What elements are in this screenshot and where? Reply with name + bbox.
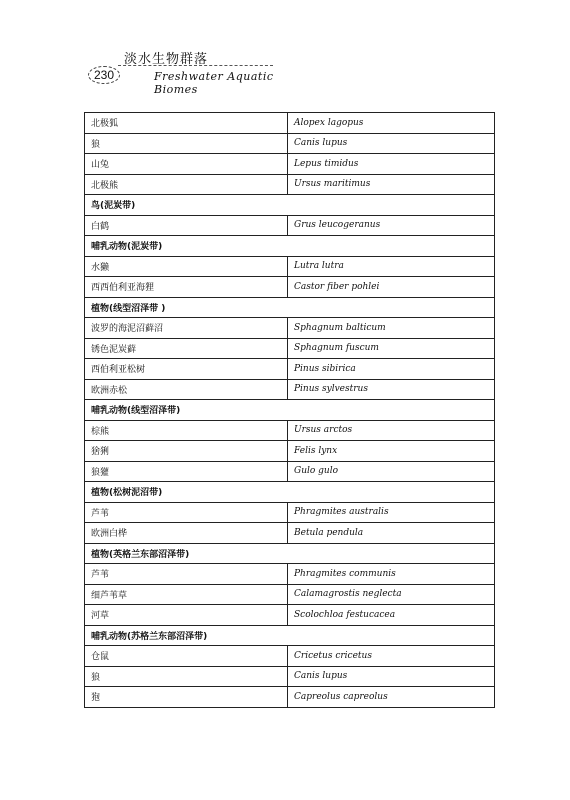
common-name-cell: 北极熊 (85, 174, 288, 195)
chapter-title-english: Freshwater Aquatic Biomes (154, 70, 274, 96)
scientific-name-cell: Ursus arctos (288, 420, 495, 441)
common-name-cell: 狼獾 (85, 461, 288, 482)
scientific-name-cell: Canis lupus (288, 133, 495, 154)
common-name-cell: 猞猁 (85, 441, 288, 462)
section-header-row (85, 543, 495, 564)
common-name-cell: 白鹤 (85, 215, 288, 236)
common-name-cell: 锈色泥炭藓 (85, 338, 288, 359)
common-name-cell: 狍 (85, 687, 288, 708)
common-name-cell: 欧洲白桦 (85, 523, 288, 544)
scientific-name-cell: Pinus sibirica (288, 359, 495, 380)
table-row (85, 461, 495, 482)
table-row (85, 174, 495, 195)
common-name-cell: 欧洲赤松 (85, 379, 288, 400)
scientific-name-cell: Canis lupus (288, 666, 495, 687)
section-heading: 鸟(泥炭带) (85, 195, 495, 216)
table-row (85, 318, 495, 339)
common-name-cell: 棕熊 (85, 420, 288, 441)
table-row (85, 564, 495, 585)
page-header (80, 48, 310, 96)
table-row (85, 441, 495, 462)
section-heading: 哺乳动物(泥炭带) (85, 236, 495, 257)
table-row (85, 359, 495, 380)
common-name-cell: 波罗的海泥沼藓沼 (85, 318, 288, 339)
common-name-cell: 狼 (85, 133, 288, 154)
table-row (85, 133, 495, 154)
scientific-name-cell: Cricetus cricetus (288, 646, 495, 667)
scientific-name-cell: Grus leucogeranus (288, 215, 495, 236)
scientific-name-cell: Lutra lutra (288, 256, 495, 277)
section-heading: 哺乳动物(苏格兰东部沼泽带) (85, 625, 495, 646)
chapter-title-chinese: 淡水生物群落 (124, 52, 209, 67)
scientific-name-cell: Capreolus capreolus (288, 687, 495, 708)
scientific-name-cell: Pinus sylvestrus (288, 379, 495, 400)
scientific-name-cell: Alopex lagopus (288, 113, 495, 134)
section-heading: 植物(线型沼泽带 ) (85, 297, 495, 318)
section-heading: 哺乳动物(线型沼泽带) (85, 400, 495, 421)
section-header-row (85, 297, 495, 318)
table-row (85, 666, 495, 687)
table-row (85, 379, 495, 400)
section-header-row (85, 625, 495, 646)
section-heading: 植物(英格兰东部沼泽带) (85, 543, 495, 564)
scientific-name-cell: Phragmites communis (288, 564, 495, 585)
common-name-cell: 西西伯利亚海狸 (85, 277, 288, 298)
common-name-cell: 芦苇 (85, 564, 288, 585)
table-row (85, 277, 495, 298)
common-name-cell: 仓鼠 (85, 646, 288, 667)
table-row (85, 502, 495, 523)
scientific-name-cell: Scolochloa festucacea (288, 605, 495, 626)
scientific-name-cell: Gulo gulo (288, 461, 495, 482)
scientific-name-cell: Felis lynx (288, 441, 495, 462)
section-header-row (85, 236, 495, 257)
scientific-name-cell: Sphagnum balticum (288, 318, 495, 339)
table-row (85, 154, 495, 175)
common-name-cell: 水獭 (85, 256, 288, 277)
common-name-cell: 细芦苇草 (85, 584, 288, 605)
table-row (85, 256, 495, 277)
table-row (85, 420, 495, 441)
table-row (85, 113, 495, 134)
species-table (84, 112, 495, 708)
common-name-cell: 芦苇 (85, 502, 288, 523)
species-table-body (85, 113, 495, 708)
common-name-cell: 狼 (85, 666, 288, 687)
table-row (85, 523, 495, 544)
table-row (85, 215, 495, 236)
table-row (85, 584, 495, 605)
page-number: 230 (88, 66, 120, 84)
section-header-row (85, 482, 495, 503)
table-row (85, 687, 495, 708)
table-row (85, 338, 495, 359)
table-row (85, 605, 495, 626)
common-name-cell: 北极狐 (85, 113, 288, 134)
table-row (85, 646, 495, 667)
common-name-cell: 山兔 (85, 154, 288, 175)
scientific-name-cell: Betula pendula (288, 523, 495, 544)
section-header-row (85, 400, 495, 421)
section-heading: 植物(松树泥沼带) (85, 482, 495, 503)
scientific-name-cell: Castor fiber pohlei (288, 277, 495, 298)
scientific-name-cell: Calamagrostis neglecta (288, 584, 495, 605)
scientific-name-cell: Lepus timidus (288, 154, 495, 175)
common-name-cell: 西伯利亚松树 (85, 359, 288, 380)
scientific-name-cell: Ursus maritimus (288, 174, 495, 195)
section-header-row (85, 195, 495, 216)
common-name-cell: 河草 (85, 605, 288, 626)
scientific-name-cell: Sphagnum fuscum (288, 338, 495, 359)
scientific-name-cell: Phragmites australis (288, 502, 495, 523)
